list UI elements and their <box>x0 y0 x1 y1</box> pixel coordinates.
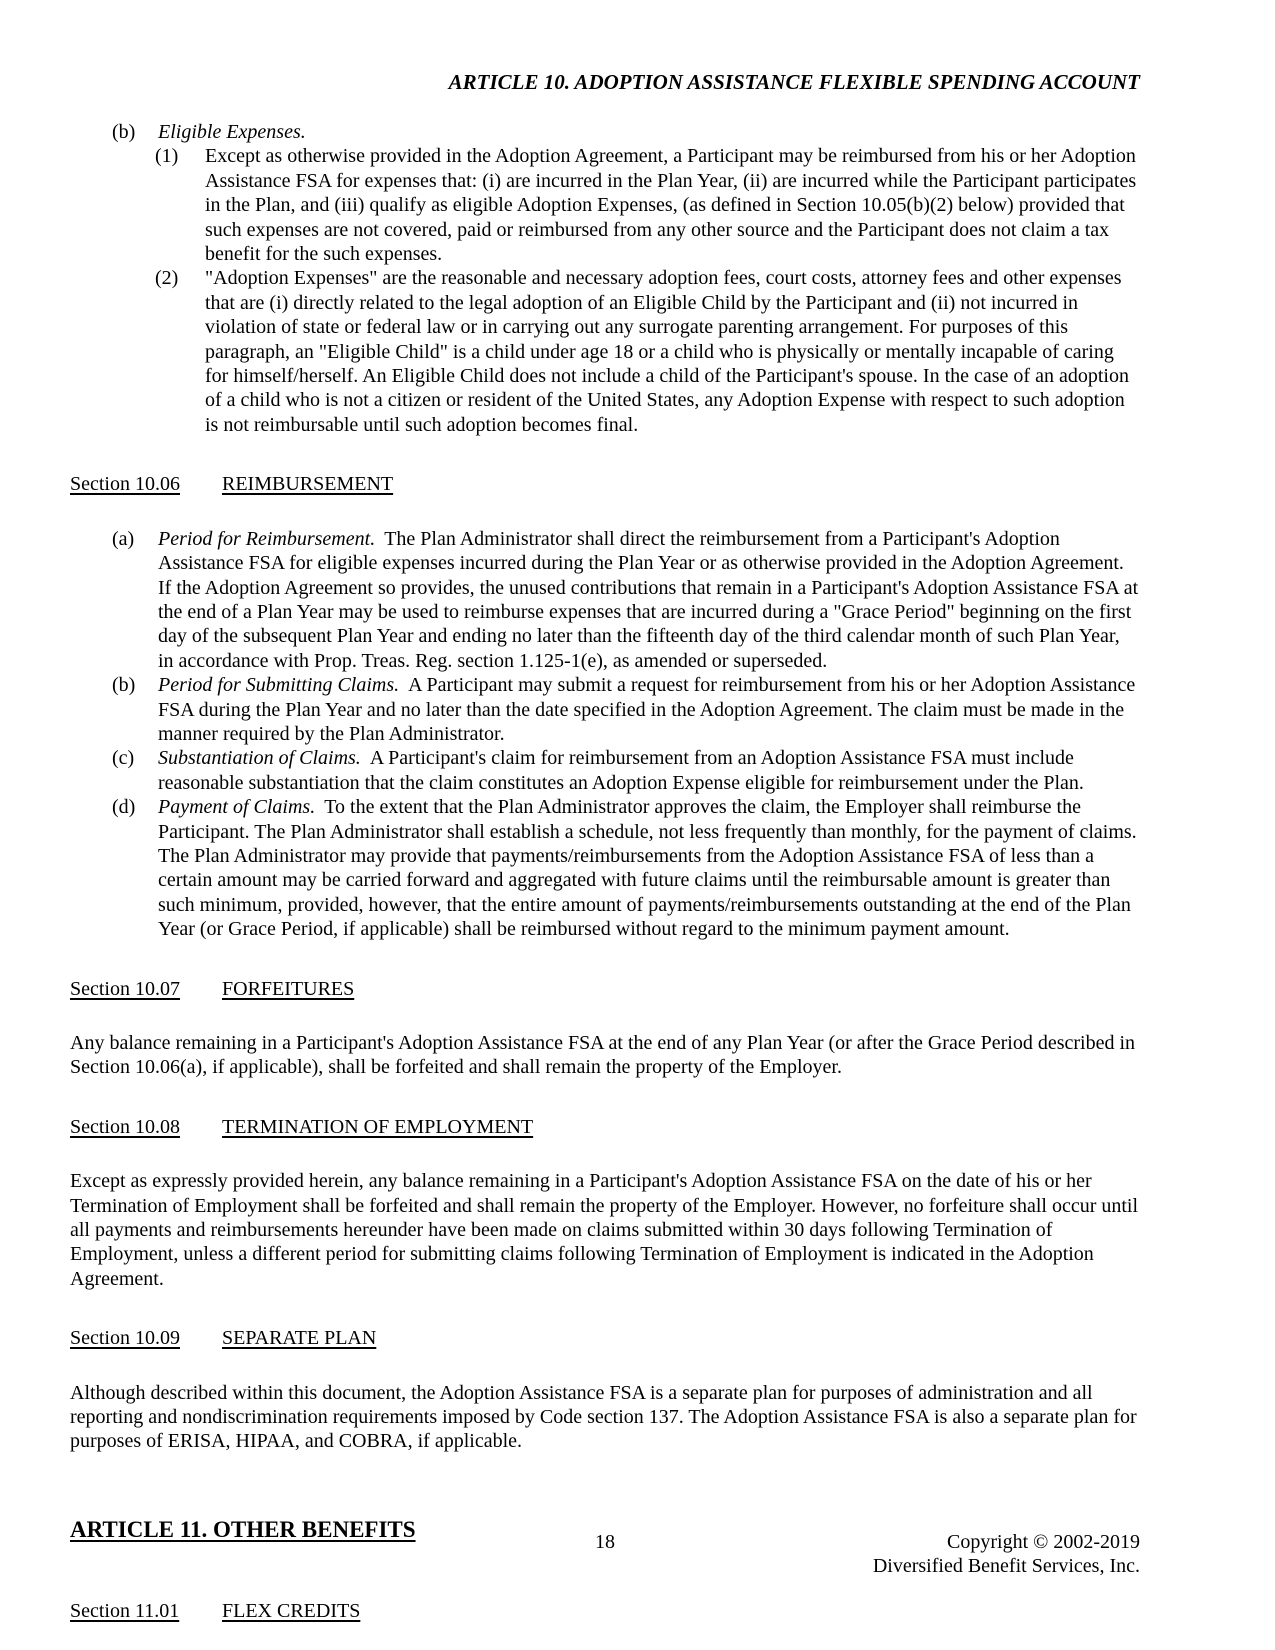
item-b-sub-2-text: "Adoption Expenses" are the reasonable and necessary adoption fees, court costs, attorney fees and other expenses that are (i) directly related to the legal adoption of an Eligible Child by the Participant and (ii) not incurred in violation of state or federal law or in carrying out any surrogate parenting arrangement. For purposes of this paragraph, an "Eligible Child" is a child under age 18 or a child who is physically or mentally incapable of caring for himself/herself. An Eligible Child does not include a child of the Participant's spouse. In the case of an adoption of a child who is not a citizen or resident of the United States, any Adoption Expense with respect to such adoption is not reimbursable until such adoption becomes final. <box>205 267 1129 436</box>
item-a-lead: Period for Reimbursement. <box>158 527 376 550</box>
section-10-07-heading <box>70 977 1140 1001</box>
item-c-text: A Participant's claim for reimbursement from an Adoption Assistance FSA must include reasonable substantiation that the claim constitutes an Adoption Expense eligible for reimbursement under the Plan. <box>158 747 1084 794</box>
section-10-07-number: Section 10.07 <box>70 977 180 1000</box>
section-10-08-title: TERMINATION OF EMPLOYMENT <box>222 1115 534 1138</box>
section-11-01-heading <box>70 1599 1140 1623</box>
section-10-07-body: Any balance remaining in a Participant's Adoption Assistance FSA at the end of any Plan Year (or after the Grace Period described in Section 10.06(a), if applicable), shall be forfeited and shall remain the property of the Employer. <box>70 1032 1135 1079</box>
section-10-08-number-cell <box>70 1115 222 1139</box>
section-10-06-item-d <box>70 795 1140 941</box>
page-number: 18 <box>595 1531 615 1553</box>
item-b-sub-1-text: Except as otherwise provided in the Adoption Agreement, a Participant may be reimbursed from his or her Adoption Assistance FSA for expenses that: (i) are incurred in the Plan Year, (ii) are incurred while the Participant participates in the Plan, and (iii) qualify as eligible Adoption Expenses, (as defined in Section 10.05(b)(2) below) provided that such expenses are not covered, paid or reimbursed from any other source and the Participant does not claim a tax benefit for the such expenses. <box>205 145 1137 266</box>
copyright-line-1: Copyright © 2002-2019 <box>947 1531 1140 1553</box>
item-d-text: To the extent that the Plan Administrator approves the claim, the Employer shall reimburse the Participant. The Plan Administrator shall establish a schedule, not less frequently than monthly, for the payment of claims. The Plan Administrator may provide that payments/reimbursements from the Adoption Assistance FSA of less than a certain amount may be carried forward and aggregated with future claims until the reimbursable amount is greater than such minimum, provided, however, that the entire amount of payments/reimbursements outstanding at the end of the Plan Year (or Grace Period, if applicable) shall be reimbursed without regard to the minimum payment amount. <box>158 796 1137 941</box>
section-11-01-number-cell <box>70 1599 222 1623</box>
item-d-lead: Payment of Claims. <box>158 796 316 819</box>
section-10-09-number-cell <box>70 1326 222 1350</box>
item-a-text: The Plan Administrator shall direct the reimbursement from a Participant's Adoption Assistance FSA for eligible expenses incurred during the Plan Year or as otherwise provided in the Adoption Agreement. If the Adoption Agreement so provides, the unused contributions that remain in a Participant's Adoption Assistance FSA at the end of a Plan Year may be used to reimburse expenses that are incurred during a "Grace Period" beginning on the first day of the subsequent Plan Year and ending no later than the fifteenth day of the third calendar month of such Plan Year, in accordance with Prop. Treas. Reg. section 1.125-1(e), as amended or superseded. <box>158 527 1139 672</box>
section-11-01-title: FLEX CREDITS <box>222 1599 361 1622</box>
item-a-marker: (a) <box>112 527 135 550</box>
section-10-09-body: Although described within this document, the Adoption Assistance FSA is a separate plan for purposes of administration and all reporting and nondiscrimination requirements imposed by Code section 137. The Adoption Assistance FSA is also a separate plan for purposes of ERISA, HIPAA, and COBRA, if applicable. <box>70 1381 1137 1453</box>
article-11-title: ARTICLE 11. OTHER BENEFITS <box>70 1516 416 1542</box>
item-b2-lead: Period for Submitting Claims. <box>158 674 400 697</box>
item-b-label: Eligible Expenses. <box>158 121 306 143</box>
section-10-06-heading <box>70 472 1140 496</box>
item-b-sub-1-marker: (1) <box>155 145 179 168</box>
section-11-01-number: Section 11.01 <box>70 1599 180 1622</box>
section-10-09-number: Section 10.09 <box>70 1327 180 1350</box>
item-b2-marker: (b) <box>112 674 136 697</box>
section-10-07-number-cell <box>70 977 222 1001</box>
section-10-09-title: SEPARATE PLAN <box>222 1327 377 1350</box>
section-10-06-item-b <box>70 673 1140 746</box>
section-10-06-title: REIMBURSEMENT <box>222 473 394 496</box>
item-c-lead: Substantiation of Claims. <box>158 747 361 770</box>
section-10-08-body: Except as expressly provided herein, any balance remaining in a Participant's Adoption Assistance FSA on the date of his or her Termination of Employment shall be forfeited and shall remain the property of the Employer. However, no forfeiture shall occur until all payments and reimbursements hereunder have been made on claims submitted within 30 days following Termination of Employment, unless a different period for submitting claims following Termination of Employment is indicated in the Adoption Agreement. <box>70 1170 1139 1290</box>
item-c-marker: (c) <box>112 747 135 770</box>
item-b-marker: (b) <box>112 121 136 143</box>
item-b-sub-1 <box>70 144 1140 266</box>
section-10-08-number: Section 10.08 <box>70 1115 180 1138</box>
section-10-06-item-c <box>70 746 1140 795</box>
item-b2-text: A Participant may submit a request for reimbursement from his or her Adoption Assistance FSA during the Plan Year and no later than the date specified in the Adoption Agreement. The claim must be made in the manner required by the Plan Administrator. <box>158 674 1136 745</box>
running-head-article-10: ARTICLE 10. ADOPTION ASSISTANCE FLEXIBLE SPENDING ACCOUNT <box>448 70 1140 94</box>
item-d-marker: (d) <box>112 796 136 819</box>
item-b-sub-2 <box>70 266 1140 437</box>
section-10-06-number: Section 10.06 <box>70 473 180 496</box>
section-10-06-item-a <box>70 527 1140 673</box>
section-10-07-title: FORFEITURES <box>222 977 355 1000</box>
copyright-line-2: Diversified Benefit Services, Inc. <box>872 1555 1140 1577</box>
section-10-09-heading <box>70 1326 1140 1350</box>
item-b-sub-2-marker: (2) <box>155 267 179 290</box>
item-b-eligible-expenses <box>70 120 1140 144</box>
section-10-06-number-cell <box>70 472 222 496</box>
page-footer <box>70 1530 1140 1578</box>
section-10-08-heading <box>70 1115 1140 1139</box>
